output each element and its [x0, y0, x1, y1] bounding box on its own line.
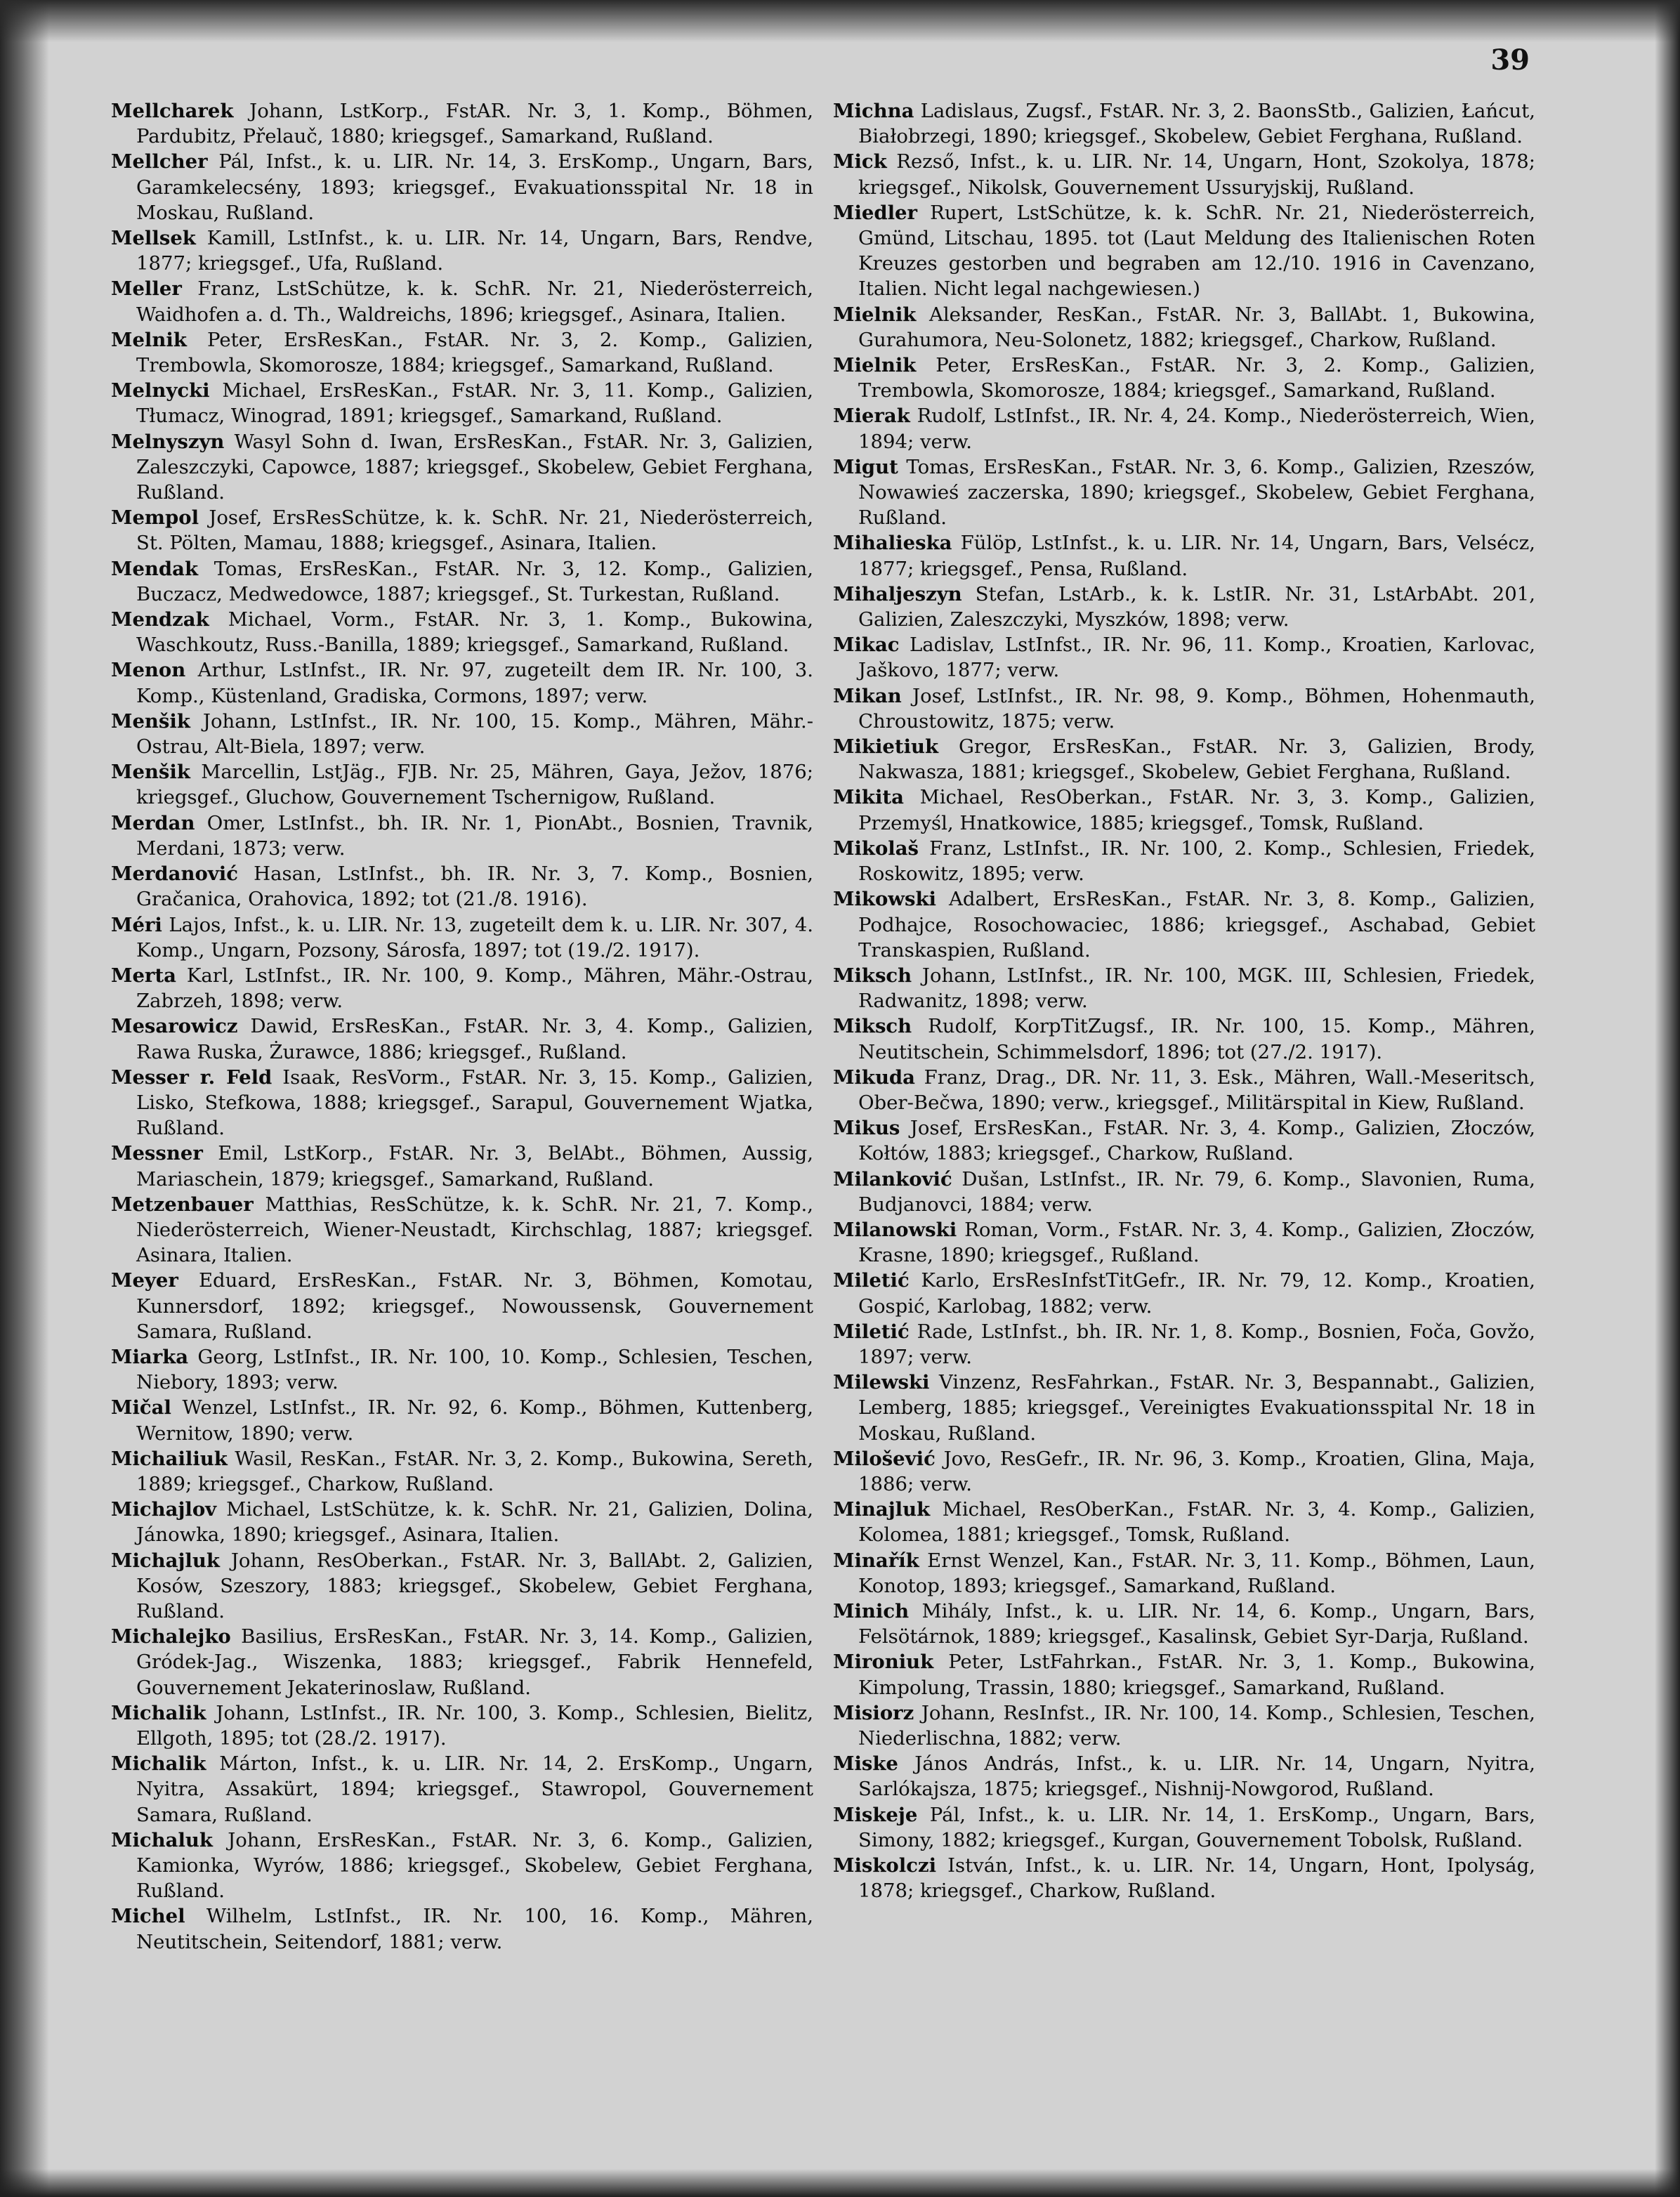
list-item: [111, 1344, 813, 1395]
entry-surname: Miskeje: [833, 1803, 918, 1826]
list-item: [111, 1751, 813, 1828]
list-item: [111, 276, 813, 327]
entry-details: Michael, Vorm., FstAR. Nr. 3, 1. Komp., Bukowina, Waschkoutz, Russ.-Banilla, 1889; kriegsgef., Samarkand, Rußland.: [136, 608, 813, 657]
entry-details: Pál, Infst., k. u. LIR. Nr. 14, 1. ErsKomp., Ungarn, Bars, Simony, 1882; kriegsgef., Kurgan, Gouvernement Tobolsk, Rußland.: [858, 1803, 1535, 1851]
entry-surname: Menon: [111, 659, 186, 682]
entry-details: Ladislav, LstInfst., IR. Nr. 96, 11. Komp., Kroatien, Karlovac, Jaškovo, 1877; verw.: [858, 634, 1535, 682]
list-item: [111, 1828, 813, 1904]
entry-details: Peter, ErsResKan., FstAR. Nr. 3, 2. Komp., Galizien, Trembowla, Skomorosze, 1884; kriegsgef., Samarkand, Rußland.: [858, 354, 1535, 402]
entry-surname: Miedler: [833, 201, 918, 224]
list-item: [833, 149, 1535, 199]
entry-details: Marcellin, LstJäg., FJB. Nr. 25, Mähren, Gaya, Ježov, 1876; kriegsgef., Gluchow, Gouvernement Tschernigow, Rußland.: [136, 761, 813, 809]
list-item: [833, 963, 1535, 1014]
list-item: [111, 1395, 813, 1445]
list-item: [833, 353, 1535, 403]
list-item: [111, 505, 813, 556]
list-item: [833, 454, 1535, 531]
entry-surname: Metzenbauer: [111, 1193, 254, 1216]
entry-surname: Messer r. Feld: [111, 1065, 273, 1089]
entry-details: Johann, ResInfst., IR. Nr. 100, 14. Komp., Schlesien, Teschen, Niederlischna, 1882; verw.: [858, 1701, 1535, 1750]
entry-details: Jovo, ResGefr., IR. Nr. 96, 3. Komp., Kroatien, Glina, Maja, 1886; verw.: [858, 1447, 1535, 1495]
entry-details: Rupert, LstSchütze, k. k. SchR. Nr. 21, Niederösterreich, Gmünd, Litschau, 1895. tot (Laut Meldung des Italienischen Roten Kreuzes gestorben und begraben am 12./10. 1916 in Cavenzano, Italien. Nicht legal nachgewiesen.): [858, 201, 1535, 301]
entry-details: Franz, Drag., DR. Nr. 11, 3. Esk., Mähren, Wall.-Meseritsch, Ober-Bečwa, 1890; verw., kriegsgef., Militärspital in Kiew, Rußland.: [858, 1065, 1535, 1114]
entry-details: Eduard, ErsResKan., FstAR. Nr. 3, Böhmen, Komotau, Kunnersdorf, 1892; kriegsgef., Nowoussensk, Gouvernement Samara, Rußland.: [136, 1269, 813, 1343]
entry-surname: Michaluk: [111, 1828, 213, 1851]
entry-details: Johann, ResOberkan., FstAR. Nr. 3, BallAbt. 2, Galizien, Kosów, Szeszory, 1883; kriegsgef., Skobelew, Gebiet Ferghana, Rußland.: [136, 1549, 813, 1622]
entry-surname: Mikita: [833, 786, 904, 809]
list-item: [833, 734, 1535, 785]
entry-details: Wilhelm, LstInfst., IR. Nr. 100, 16. Komp., Mähren, Neutitschein, Seitendorf, 1881; verw.: [136, 1905, 813, 1953]
list-item: [111, 1903, 813, 1954]
entry-surname: Merdanović: [111, 863, 238, 886]
list-item: [111, 657, 813, 708]
entry-details: Johann, LstInfst., IR. Nr. 100, MGK. III, Schlesien, Friedek, Radwanitz, 1898; verw.: [858, 964, 1535, 1013]
entry-surname: Michajluk: [111, 1549, 220, 1572]
list-item: [111, 429, 813, 506]
entry-surname: Michalik: [111, 1752, 206, 1776]
list-item: [833, 1115, 1535, 1166]
entry-surname: Mironiuk: [833, 1651, 934, 1674]
list-item: [111, 149, 813, 225]
list-item: [111, 225, 813, 276]
entry-surname: Michna: [833, 100, 914, 122]
entry-surname: Mick: [833, 150, 887, 173]
entry-surname: Milošević: [833, 1447, 936, 1470]
entry-surname: Menšik: [111, 709, 190, 733]
list-item: [111, 1014, 813, 1064]
list-item: [833, 683, 1535, 734]
list-item: [833, 1751, 1535, 1802]
entry-surname: Mendak: [111, 557, 199, 580]
entry-surname: Meyer: [111, 1269, 178, 1292]
list-item: [111, 378, 813, 428]
list-item: [833, 200, 1535, 302]
entry-surname: Mielnik: [833, 354, 917, 377]
entry-surname: Méri: [111, 913, 162, 936]
list-item: [111, 1065, 813, 1141]
entry-details: Basilius, ErsResKan., FstAR. Nr. 3, 14. Komp., Galizien, Gródek-Jag., Wiszenka, 1883; kriegsgef., Fabrik Hennefeld, Gouvernement Jekaterinoslaw, Rußland.: [136, 1625, 813, 1699]
entry-surname: Miksch: [833, 964, 912, 987]
page-edge-shadow-top: [0, 0, 1680, 42]
entry-surname: Mihalieska: [833, 532, 952, 555]
list-item: [111, 912, 813, 963]
list-item: [833, 1853, 1535, 1903]
list-item: [111, 1268, 813, 1344]
entry-details: Johann, ErsResKan., FstAR. Nr. 3, 6. Komp., Galizien, Kamionka, Wyrów, 1886; kriegsgef., Skobelew, Gebiet Ferghana, Rußland.: [136, 1828, 813, 1903]
entry-surname: Mendzak: [111, 608, 209, 631]
list-item: [833, 98, 1535, 149]
entry-surname: Milanowski: [833, 1218, 957, 1241]
list-item: [111, 1624, 813, 1700]
entry-details: Matthias, ResSchütze, k. k. SchR. Nr. 21, 7. Komp., Niederösterreich, Wiener-Neustadt, Kirchschlag, 1887; kriegsgef. Asinara, Italien.: [136, 1193, 813, 1267]
entry-details: Peter, LstFahrkan., FstAR. Nr. 3, 1. Komp., Bukowina, Kimpolung, Trassin, 1880; kriegsgef., Samarkand, Rußland.: [858, 1651, 1535, 1699]
entry-surname: Mikan: [833, 684, 902, 707]
entry-surname: Misiorz: [833, 1701, 914, 1724]
entry-details: Michael, ResOberkan., FstAR. Nr. 3, 3. Komp., Galizien, Przemyśl, Hnatkowice, 1885; kriegsgef., Tomsk, Rußland.: [858, 786, 1535, 834]
entry-surname: Mikuda: [833, 1065, 915, 1089]
entry-details: Stefan, LstArb., k. k. LstIR. Nr. 31, LstArbAbt. 201, Galizien, Zaleszczyki, Myszków, 1898; verw.: [858, 582, 1535, 631]
entry-surname: Miletić: [833, 1320, 910, 1343]
entry-details: Aleksander, ResKan., FstAR. Nr. 3, BallAbt. 1, Bukowina, Gurahumora, Neu-Solonetz, 1882; kriegsgef., Charkow, Rußland.: [858, 303, 1535, 351]
list-item: [111, 963, 813, 1014]
list-item: [111, 759, 813, 810]
list-item: [111, 861, 813, 912]
entry-details: Tomas, ErsResKan., FstAR. Nr. 3, 12. Komp., Galizien, Buczacz, Medwedowce, 1887; kriegsgef., St. Turkestan, Rußland.: [136, 557, 813, 605]
entry-details: Adalbert, ErsResKan., FstAR. Nr. 3, 8. Komp., Galizien, Podhajce, Rosochowaciec, 1886; kriegsgef., Aschabad, Gebiet Transkaspien, Rußland.: [858, 888, 1535, 962]
entry-details: Hasan, LstInfst., bh. IR. Nr. 3, 7. Komp., Bosnien, Gračanica, Orahovica, 1892; tot (21./8. 1916).: [136, 863, 813, 911]
entry-details: Johann, LstKorp., FstAR. Nr. 3, 1. Komp., Böhmen, Pardubitz, Přelauč, 1880; kriegsgef., Samarkand, Rußland.: [136, 100, 813, 148]
entry-surname: Meller: [111, 277, 182, 301]
list-item: [833, 1497, 1535, 1547]
list-item: [833, 1370, 1535, 1446]
entry-surname: Melnycki: [111, 379, 210, 402]
list-item: [833, 1217, 1535, 1268]
entry-surname: Michel: [111, 1905, 185, 1928]
entry-details: Roman, Vorm., FstAR. Nr. 3, 4. Komp., Galizien, Złoczów, Krasne, 1890; kriegsgef., Rußland.: [858, 1218, 1535, 1267]
page-edge-shadow-right: [1655, 0, 1680, 2197]
entry-details: Emil, LstKorp., FstAR. Nr. 3, BelAbt., Böhmen, Aussig, Mariaschein, 1879; kriegsgef., Samarkand, Rußland.: [136, 1142, 813, 1191]
entry-details: Ladislaus, Zugsf., FstAR. Nr. 3, 2. BaonsStb., Galizien, Łańcut, Białobrzegi, 1890; kriegsgef., Skobelew, Gebiet Ferghana, Rußland.: [858, 100, 1535, 148]
list-item: [833, 1700, 1535, 1751]
entry-surname: Mellcher: [111, 150, 208, 173]
entry-details: Omer, LstInfst., bh. IR. Nr. 1, PionAbt., Bosnien, Travnik, Merdani, 1873; verw.: [136, 811, 813, 860]
entry-surname: Minajluk: [833, 1498, 931, 1521]
list-item: [833, 1599, 1535, 1649]
entry-surname: Mikolaš: [833, 837, 919, 860]
list-item: [111, 1141, 813, 1191]
entry-details: Peter, ErsResKan., FstAR. Nr. 3, 2. Komp., Galizien, Trembowla, Skomorosze, 1884; kriegsgef., Samarkand, Rußland.: [136, 328, 813, 377]
entry-details: Franz, LstInfst., IR. Nr. 100, 2. Komp., Schlesien, Friedek, Roskowitz, 1895; verw.: [858, 837, 1535, 886]
entry-surname: Mikus: [833, 1117, 900, 1140]
entry-details: Josef, LstInfst., IR. Nr. 98, 9. Komp., Böhmen, Hohenmauth, Chroustowitz, 1875; verw.: [858, 684, 1535, 733]
list-item: [111, 1497, 813, 1547]
entry-details: Michael, ResOberKan., FstAR. Nr. 3, 4. Komp., Galizien, Kolomea, 1881; kriegsgef., Tomsk, Rußland.: [858, 1498, 1535, 1547]
entry-details: Michael, LstSchütze, k. k. SchR. Nr. 21, Galizien, Dolina, Jánowka, 1890; kriegsgef., Asinara, Italien.: [136, 1498, 813, 1547]
list-item: [833, 1319, 1535, 1370]
entry-surname: Miskolczi: [833, 1854, 937, 1877]
list-item: [833, 1268, 1535, 1318]
entry-surname: Messner: [111, 1142, 203, 1165]
entry-surname: Migut: [833, 455, 898, 478]
entry-details: Rade, LstInfst., bh. IR. Nr. 1, 8. Komp., Bosnien, Foča, Govžo, 1897; verw.: [858, 1320, 1535, 1368]
entry-surname: Miarka: [111, 1345, 189, 1368]
list-item: [833, 1167, 1535, 1217]
list-item: [833, 1065, 1535, 1115]
list-item: [111, 1548, 813, 1625]
entry-details: Josef, ErsResKan., FstAR. Nr. 3, 4. Komp., Galizien, Złoczów, Kołtów, 1883; kriegsgef., Charkow, Rußland.: [858, 1117, 1535, 1165]
list-item: [111, 811, 813, 861]
entry-details: Wenzel, LstInfst., IR. Nr. 92, 6. Komp., Böhmen, Kuttenberg, Wernitow, 1890; verw.: [136, 1396, 813, 1445]
entry-surname: Mierak: [833, 405, 910, 428]
entry-surname: Melnyszyn: [111, 430, 225, 453]
entry-surname: Miksch: [833, 1015, 912, 1038]
list-item: [833, 403, 1535, 454]
entry-surname: Mičal: [111, 1396, 171, 1419]
list-item: [833, 582, 1535, 632]
entry-surname: Melnik: [111, 328, 187, 351]
entry-details: Vinzenz, ResFahrkan., FstAR. Nr. 3, Bespannabt., Galizien, Lemberg, 1885; kriegsgef., Vereinigtes Evakuationsspital Nr. 18 in Moskau, Rußland.: [858, 1371, 1535, 1445]
entry-surname: Merta: [111, 964, 176, 987]
entry-surname: Mellsek: [111, 227, 196, 250]
list-item: [111, 98, 813, 149]
entry-details: István, Infst., k. u. LIR. Nr. 14, Ungarn, Hont, Ipolyság, 1878; kriegsgef., Charkow, Rußland.: [858, 1854, 1535, 1903]
list-item: [111, 556, 813, 607]
entry-details: Johann, LstInfst., IR. Nr. 100, 3. Komp., Schlesien, Bielitz, Ellgoth, 1895; tot (28./2. 1917).: [136, 1701, 813, 1750]
entry-surname: Miske: [833, 1752, 898, 1776]
entry-surname: Mielnik: [833, 303, 917, 326]
entry-details: Kamill, LstInfst., k. u. LIR. Nr. 14, Ungarn, Bars, Rendve, 1877; kriegsgef., Ufa, Rußland.: [136, 227, 813, 275]
entry-surname: Michalejko: [111, 1625, 231, 1648]
entry-surname: Miletić: [833, 1269, 910, 1292]
list-item: [833, 632, 1535, 683]
list-item: [833, 785, 1535, 835]
entry-details: Josef, ErsResSchütze, k. k. SchR. Nr. 21, Niederösterreich, St. Pölten, Mamau, 1888; kriegsgef., Asinara, Italien.: [136, 506, 813, 555]
entry-details: János András, Infst., k. u. LIR. Nr. 14, Ungarn, Nyitra, Sarlókajsza, 1875; kriegsgef., Nishnij-Nowgorod, Rußland.: [858, 1752, 1535, 1801]
entry-details: Karlo, ErsResInfstTitGefr., IR. Nr. 79, 12. Komp., Kroatien, Gospić, Karlobag, 1882; verw.: [858, 1269, 1535, 1318]
entry-details: Michael, ErsResKan., FstAR. Nr. 3, 11. Komp., Galizien, Tłumacz, Winograd, 1891; kriegsgef., Samarkand, Rußland.: [136, 379, 813, 428]
list-item: [111, 327, 813, 378]
entry-surname: Mellcharek: [111, 100, 234, 122]
entry-details: Georg, LstInfst., IR. Nr. 100, 10. Komp., Schlesien, Teschen, Niebory, 1893; verw.: [136, 1345, 813, 1394]
entry-details: Lajos, Infst., k. u. LIR. Nr. 13, zugeteilt dem k. u. LIR. Nr. 307, 4. Komp., Ungarn, Pozsony, Sárosfa, 1897; tot (19./2. 1917).: [136, 913, 813, 962]
entry-details: Mihály, Infst., k. u. LIR. Nr. 14, 6. Komp., Ungarn, Bars, Felsötárnok, 1889; kriegsgef., Kasalinsk, Gebiet Syr-Darja, Rußland.: [858, 1599, 1535, 1648]
entry-details: Rudolf, KorpTitZugsf., IR. Nr. 100, 15. Komp., Mähren, Neutitschein, Schimmelsdorf, 1896; tot (27./2. 1917).: [858, 1015, 1535, 1063]
list-item: [833, 1649, 1535, 1700]
entry-details: Johann, LstInfst., IR. Nr. 100, 15. Komp., Mähren, Mähr.-Ostrau, Alt-Biela, 1897; verw.: [136, 709, 813, 759]
entry-details: Gregor, ErsResKan., FstAR. Nr. 3, Galizien, Brody, Nakwasza, 1881; kriegsgef., Skobelew, Gebiet Ferghana, Rußland.: [858, 735, 1535, 784]
entry-surname: Milanković: [833, 1167, 952, 1191]
list-item: [833, 1014, 1535, 1064]
entry-surname: Mesarowicz: [111, 1015, 238, 1038]
entry-details: Rezső, Infst., k. u. LIR. Nr. 14, Ungarn, Hont, Szokolya, 1878; kriegsgef., Nikolsk, Gouvernement Ussuryjskij, Rußland.: [858, 150, 1535, 199]
list-item: [833, 836, 1535, 886]
entry-details: Tomas, ErsResKan., FstAR. Nr. 3, 6. Komp., Galizien, Rzeszów, Nowawieś zaczerska, 1890; kriegsgef., Skobelew, Gebiet Ferghana, Rußland.: [858, 455, 1535, 530]
entry-details: Isaak, ResVorm., FstAR. Nr. 3, 15. Komp., Galizien, Lisko, Stefkowa, 1888; kriegsgef., Sarapul, Gouvernement Wjatka, Rußland.: [136, 1065, 813, 1140]
list-item: [833, 1548, 1535, 1599]
page-number: 39: [1490, 44, 1530, 77]
entry-surname: Minich: [833, 1599, 910, 1622]
entry-details: Márton, Infst., k. u. LIR. Nr. 14, 2. ErsKomp., Ungarn, Nyitra, Assakürt, 1894; kriegsgef., Stawropol, Gouvernement Samara, Rußland.: [136, 1752, 813, 1826]
list-item: [111, 1446, 813, 1497]
list-item: [833, 1446, 1535, 1497]
left-column: [111, 98, 813, 1955]
list-item: [111, 709, 813, 759]
entry-details: Arthur, LstInfst., IR. Nr. 97, zugeteilt dem IR. Nr. 100, 3. Komp., Küstenland, Gradiska, Cormons, 1897; verw.: [136, 659, 813, 707]
list-item: [111, 1700, 813, 1751]
entry-surname: Mempol: [111, 506, 199, 530]
list-item: [111, 607, 813, 657]
entry-details: Franz, LstSchütze, k. k. SchR. Nr. 21, Niederösterreich, Waidhofen a. d. Th., Waldreichs, 1896; kriegsgef., Asinara, Italien.: [136, 277, 813, 326]
entry-surname: Milewski: [833, 1371, 930, 1394]
entry-surname: Mikac: [833, 634, 900, 657]
right-column: [833, 98, 1535, 1903]
entry-surname: Minařík: [833, 1549, 919, 1572]
entry-details: Wasil, ResKan., FstAR. Nr. 3, 2. Komp., Bukowina, Sereth, 1889; kriegsgef., Charkow, Rußland.: [136, 1447, 813, 1495]
entry-surname: Mikietiuk: [833, 735, 939, 759]
page-edge-shadow-bottom: [0, 2169, 1680, 2197]
list-item: [833, 530, 1535, 581]
entry-surname: Michajlov: [111, 1498, 217, 1521]
entry-details: Karl, LstInfst., IR. Nr. 100, 9. Komp., Mähren, Mähr.-Ostrau, Zabrzeh, 1898; verw.: [136, 964, 813, 1013]
page-edge-shadow-left: [0, 0, 49, 2197]
entry-details: Wasyl Sohn d. Iwan, ErsResKan., FstAR. Nr. 3, Galizien, Zaleszczyki, Capowce, 1887; kriegsgef., Skobelew, Gebiet Ferghana, Rußland.: [136, 430, 813, 504]
list-item: [833, 1802, 1535, 1853]
entry-surname: Michailiuk: [111, 1447, 228, 1470]
list-item: [111, 1192, 813, 1268]
list-item: [833, 302, 1535, 353]
entry-details: Rudolf, LstInfst., IR. Nr. 4, 24. Komp., Niederösterreich, Wien, 1894; verw.: [858, 405, 1535, 453]
entry-details: Pál, Infst., k. u. LIR. Nr. 14, 3. ErsKomp., Ungarn, Bars, Garamkelecsény, 1893; kriegsgef., Evakuationsspital Nr. 18 in Moskau, Rußland.: [136, 150, 813, 224]
entry-surname: Michalik: [111, 1701, 206, 1724]
entry-surname: Mihaljeszyn: [833, 582, 962, 605]
entry-surname: Merdan: [111, 811, 195, 834]
entry-surname: Mikowski: [833, 888, 936, 911]
entry-details: Dawid, ErsResKan., FstAR. Nr. 3, 4. Komp., Galizien, Rawa Ruska, Żurawce, 1886; kriegsgef., Rußland.: [136, 1015, 813, 1063]
entry-surname: Menšik: [111, 761, 190, 784]
entry-details: Dušan, LstInfst., IR. Nr. 79, 6. Komp., Slavonien, Ruma, Budjanovci, 1884; verw.: [858, 1167, 1535, 1216]
list-item: [833, 886, 1535, 963]
entry-details: Fülöp, LstInfst., k. u. LIR. Nr. 14, Ungarn, Bars, Velsécz, 1877; kriegsgef., Pensa, Rußland.: [858, 532, 1535, 580]
entry-details: Ernst Wenzel, Kan., FstAR. Nr. 3, 11. Komp., Böhmen, Laun, Konotop, 1893; kriegsgef., Samarkand, Rußland.: [858, 1549, 1535, 1597]
